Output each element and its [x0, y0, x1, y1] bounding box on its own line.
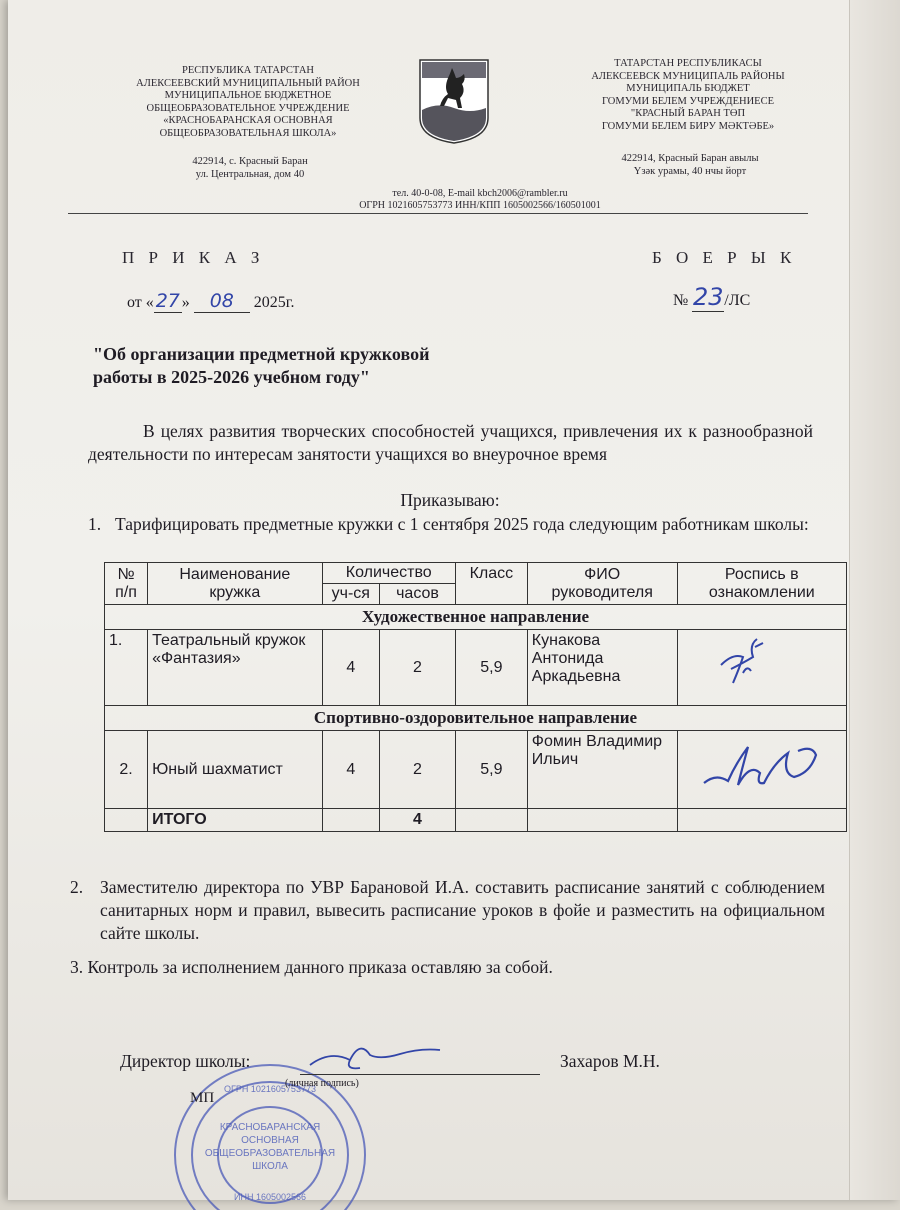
prikazyvayu-heading: Приказываю:	[400, 490, 500, 510]
total-label: ИТОГО	[148, 809, 322, 832]
stamp-line: ОГРН 1021605753773	[224, 1084, 316, 1094]
header-line: ТАТАРСТАН РЕСПУБЛИКАСЫ	[614, 58, 762, 69]
section-artistic: Художественное направление	[105, 605, 847, 630]
cell-name: Театральный кружок «Фантазия»	[148, 630, 322, 706]
order-item-1	[88, 513, 818, 536]
cell-signature	[677, 731, 846, 809]
date-suffix: 2025г.	[253, 294, 295, 311]
preamble-paragraph	[88, 420, 813, 466]
header-hours: часов	[380, 584, 456, 605]
table-row	[105, 630, 847, 706]
header-line: ОБЩЕОБРАЗОВАТЕЛЬНАЯ ШКОЛА»	[159, 127, 337, 139]
header-line: МУНИЦИПАЛЬНОЕ БЮДЖЕТНОЕ	[164, 90, 332, 101]
order-date	[127, 290, 295, 313]
date-day: 27	[155, 290, 180, 312]
registration-line: ОГРН 1021605753773 ИНН/КПП 1605002566/160501001	[359, 200, 601, 211]
address-line: Үзәк урамы, 40 нчы йорт	[633, 166, 747, 177]
order-number	[673, 283, 750, 312]
section-row	[105, 605, 847, 630]
cell-students: 4	[322, 630, 379, 706]
subject-line: "Об организации предметной кружковой	[93, 344, 430, 364]
header-line: РЕСПУБЛИКА ТАТАРСТАН	[181, 65, 314, 76]
cell-leader: Кунакова Антонида Аркадьевна	[527, 630, 677, 706]
coat-of-arms-icon	[418, 58, 490, 144]
cell-empty	[527, 809, 677, 832]
header-leader: ФИО руководителя	[527, 563, 677, 605]
item-number: 2.	[70, 877, 84, 897]
order-subject	[93, 343, 429, 389]
header-line: АЛЕКСЕЕВСКИЙ МУНИЦИПАЛЬНЫЙ РАЙОН	[136, 77, 360, 89]
cell-empty	[105, 809, 148, 832]
header-left-ru	[108, 65, 388, 140]
header-students: уч-ся	[322, 584, 379, 605]
cell-empty	[322, 809, 379, 832]
item-number: 1.	[88, 514, 102, 534]
cell-leader: Фомин Владимир Ильич	[527, 731, 677, 809]
section-sports: Спортивно-оздоровительное направление	[105, 706, 847, 731]
header-line: ОБЩЕОБРАЗОВАТЕЛЬНОЕ УЧРЕЖДЕНИЕ	[146, 102, 350, 114]
table-header-row	[105, 563, 847, 584]
stamp-line: ОСНОВНАЯ	[241, 1135, 299, 1146]
stamp-line: ИНН 1605002566	[233, 1192, 307, 1202]
preamble-text: В целях развития творческих способностей учащихся, привлечения их к разнообразной деятельности по интересам занятости учащихся во внеурочное время	[88, 421, 813, 464]
address-line: 422914, Красный Баран авылы	[621, 153, 759, 164]
order-item-2	[70, 876, 825, 945]
number-suffix: /ЛС	[724, 292, 751, 309]
header-line: АЛЕКСЕЕВСК МУНИЦИПАЛЬ РАЙОНЫ	[591, 70, 785, 82]
address-right	[580, 152, 800, 178]
item-text: Заместителю директора по УВР Барановой И.А. составить расписание занятий с соблюдением санитарных норм и правил, вывесить расписание уроков в фойе и разместить на официальном сайте школы.	[100, 877, 825, 943]
cell-students: 4	[322, 731, 379, 809]
signature-label: Директор школы:	[120, 1051, 251, 1071]
cell-class: 5,9	[455, 731, 527, 809]
contact-line: тел. 40-0-08, E-mail kbch2006@rambler.ru	[392, 188, 568, 199]
director-name: Захаров М.Н.	[560, 1051, 660, 1071]
number-prefix: №	[673, 292, 689, 309]
signature-icon	[713, 635, 773, 690]
number-value: 23	[692, 283, 724, 311]
contact-info	[240, 188, 720, 212]
section-row	[105, 706, 847, 731]
date-mid: »	[181, 294, 190, 311]
order-title-ru: П Р И К А З	[122, 248, 265, 267]
stamp-line: ОБЩЕОБРАЗОВАТЕЛЬНАЯ	[204, 1148, 336, 1159]
cell-name: Юный шахматист	[148, 731, 322, 809]
cell-signature	[677, 630, 846, 706]
table-row	[105, 731, 847, 809]
cell-num: 1.	[105, 630, 148, 706]
item-text: Контроль за исполнением данного приказа оставляю за собой.	[87, 957, 553, 977]
cell-empty	[455, 809, 527, 832]
address-line: ул. Центральная, дом 40	[195, 169, 305, 180]
address-line: 422914, с. Красный Баран	[192, 156, 308, 167]
signature-caption: (личная подпись)	[285, 1078, 359, 1089]
stamp-line: КРАСНОБАРАНСКАЯ	[219, 1122, 321, 1133]
subject-line: работы в 2025-2026 учебном году"	[93, 367, 370, 387]
director-signature-icon	[300, 1030, 450, 1080]
cell-num: 2.	[105, 731, 148, 809]
header-num: № п/п	[105, 563, 148, 605]
item-text: Тарифицировать предметные кружки с 1 сентября 2025 года следующим работникам школы:	[115, 514, 809, 534]
signature-icon	[698, 733, 828, 803]
order-title-tt: Б О Е Р Ы К	[652, 248, 797, 267]
cell-hours: 2	[380, 630, 456, 706]
header-name: Наименование кружка	[148, 563, 322, 605]
header-line: ГОМУМИ БЕЛЕМ УЧРЕЖДЕНИЕСЕ	[602, 95, 774, 107]
header-line: ГОМУМИ БЕЛЕМ БИРУ МӘКТӘБЕ»	[601, 120, 775, 132]
header-line: «КРАСНОБАРАНСКАЯ ОСНОВНАЯ	[163, 115, 333, 126]
stamp-place-label: МП	[190, 1090, 215, 1106]
item-number: 3.	[70, 957, 84, 977]
header-line: МУНИЦИПАЛЬ БЮДЖЕТ	[626, 83, 750, 94]
clubs-table	[104, 562, 847, 832]
date-prefix: от «	[127, 294, 154, 311]
underlying-sheet-edge	[849, 0, 900, 1200]
total-hours: 4	[380, 809, 456, 832]
header-qty: Количество	[322, 563, 455, 584]
address-left	[150, 155, 350, 181]
header-line: "КРАСНЫЙ БАРАН ТӨП	[630, 108, 746, 119]
cell-hours: 2	[380, 731, 456, 809]
cell-empty	[677, 809, 846, 832]
cell-class: 5,9	[455, 630, 527, 706]
header-sign: Роспись в ознакомлении	[677, 563, 846, 605]
header-class: Класс	[455, 563, 527, 605]
header-divider	[68, 213, 808, 214]
total-row	[105, 809, 847, 832]
date-month: 08	[194, 290, 250, 313]
stamp-line: ШКОЛА	[252, 1161, 288, 1172]
header-right-tt	[548, 58, 828, 133]
order-item-3	[70, 956, 825, 979]
